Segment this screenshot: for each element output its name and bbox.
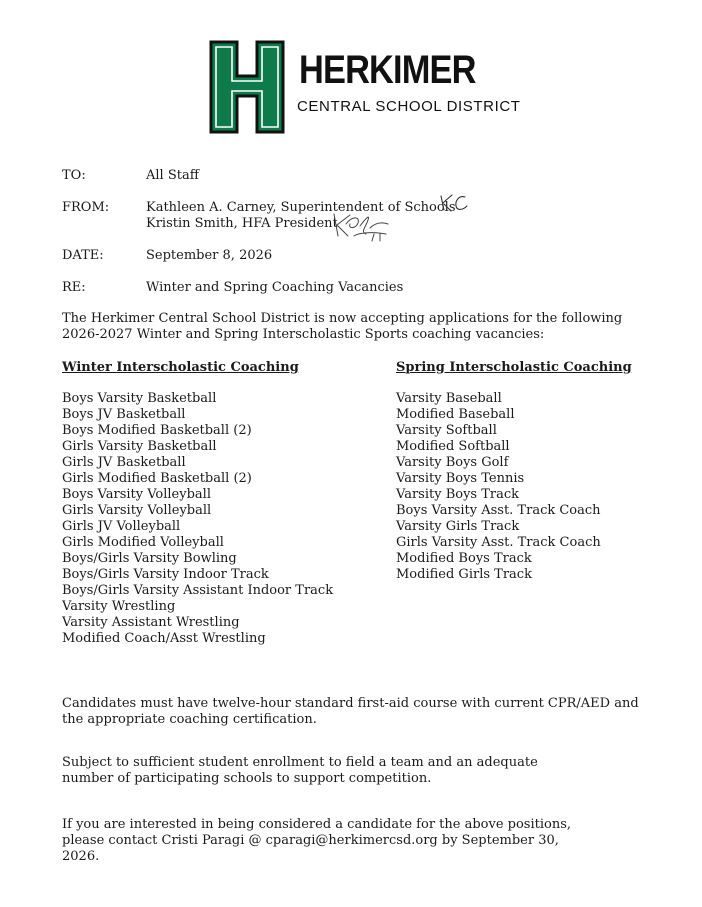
- date-label: DATE:: [62, 248, 104, 263]
- winter-item: Varsity Wrestling: [62, 599, 176, 614]
- winter-item: Girls JV Basketball: [62, 455, 186, 470]
- initials-signature-ks: [330, 210, 392, 244]
- spring-item: Modified Baseball: [396, 407, 515, 422]
- winter-item: Varsity Assistant Wrestling: [62, 615, 240, 630]
- to-label: TO:: [62, 168, 86, 183]
- winter-item: Modified Coach/Asst Wrestling: [62, 631, 266, 646]
- date-value: September 8, 2026: [146, 248, 273, 263]
- from-label: FROM:: [62, 200, 110, 215]
- winter-item: Boys/Girls Varsity Bowling: [62, 551, 237, 566]
- intro-paragraph: The Herkimer Central School District is now accepting applications for the following 2026-2027 Winter and Spring Interscholastic Sports coaching vacancies:: [62, 311, 623, 342]
- spring-item: Varsity Baseball: [396, 391, 502, 406]
- district-logo: [209, 40, 521, 135]
- spring-item: Modified Girls Track: [396, 567, 532, 582]
- spring-item: Varsity Boys Tennis: [396, 471, 525, 486]
- from-line-president: Kristin Smith, HFA President: [146, 216, 338, 231]
- to-value: All Staff: [146, 168, 199, 183]
- spring-item: Boys Varsity Asst. Track Coach: [396, 503, 601, 518]
- spring-item: Girls Varsity Asst. Track Coach: [396, 535, 601, 550]
- winter-item: Boys JV Basketball: [62, 407, 186, 422]
- district-name: HERKIMER: [299, 48, 476, 92]
- spring-item: Varsity Girls Track: [396, 519, 520, 534]
- winter-item: Girls Varsity Basketball: [62, 439, 217, 454]
- district-subtitle: CENTRAL SCHOOL DISTRICT: [297, 98, 521, 115]
- spring-item: Varsity Softball: [396, 423, 497, 438]
- winter-item: Boys/Girls Varsity Indoor Track: [62, 567, 269, 582]
- winter-item: Girls Modified Volleyball: [62, 535, 224, 550]
- spring-heading: Spring Interscholastic Coaching: [396, 360, 632, 375]
- from-line-superintendent: Kathleen A. Carney, Superintendent of Schools: [146, 200, 456, 215]
- contact-line-2: please contact Cristi Paragi @ cparagi@herkimercsd.org by September 30,: [62, 833, 559, 848]
- winter-item: Boys Varsity Basketball: [62, 391, 217, 406]
- winter-item: Boys Modified Basketball (2): [62, 423, 252, 438]
- spring-list: [396, 391, 601, 583]
- winter-item: Girls Varsity Volleyball: [62, 503, 212, 518]
- spring-item: Modified Boys Track: [396, 551, 532, 566]
- contact-line-1: If you are interested in being considered a candidate for the above positions,: [62, 817, 572, 832]
- h-logo-icon: [209, 40, 285, 134]
- re-value: Winter and Spring Coaching Vacancies: [146, 280, 404, 295]
- winter-item: Boys/Girls Varsity Assistant Indoor Track: [62, 583, 334, 598]
- conditions-line-1: Subject to sufficient student enrollment to field a team and an adequate: [62, 755, 538, 770]
- winter-list: [62, 391, 333, 647]
- spring-item: Varsity Boys Golf: [396, 455, 509, 470]
- winter-heading: Winter Interscholastic Coaching: [62, 360, 299, 375]
- re-label: RE:: [62, 280, 86, 295]
- spring-item: Modified Softball: [396, 439, 510, 454]
- contact-line-3: 2026.: [62, 849, 100, 864]
- spring-item: Varsity Boys Track: [396, 487, 520, 502]
- winter-item: Girls JV Volleyball: [62, 519, 181, 534]
- winter-item: Boys Varsity Volleyball: [62, 487, 211, 502]
- requirements-paragraph: Candidates must have twelve-hour standard first-aid course with current CPR/AED and the appropriate coaching certification.: [62, 696, 639, 727]
- initials-signature-kc: [438, 193, 470, 215]
- winter-item: Girls Modified Basketball (2): [62, 471, 252, 486]
- conditions-line-2: number of participating schools to support competition.: [62, 771, 432, 786]
